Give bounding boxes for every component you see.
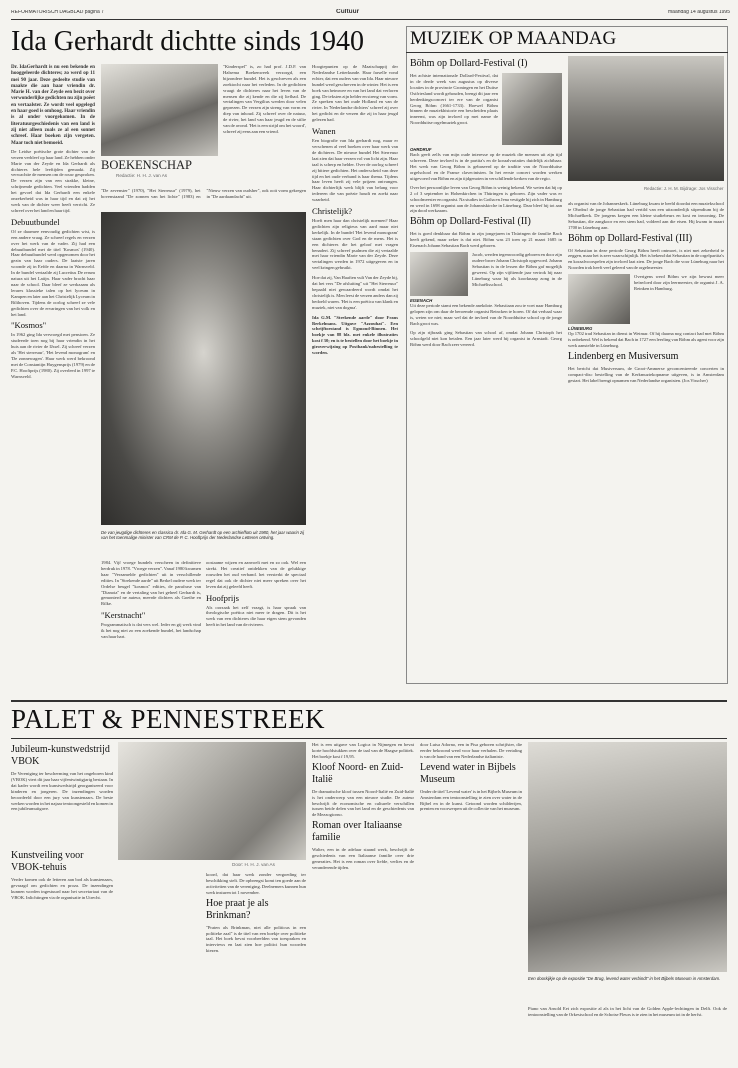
subheading: Debuutbundel — [11, 216, 60, 227]
article-title: Ida Gerhardt dichtte sinds 1940 — [11, 26, 365, 57]
header-paper: REFORMATORISCH DAGBLAD pagina 7 — [11, 10, 104, 15]
palet-text: Verder komen ook de letteren aan bod als kunstenaars, gevraagd om gedichten en proza. De inzendingen kunnen worden ingestuurd naar het secretariaat van de VBOK. Inlichtingen via de organisatie in Utrecht. — [11, 877, 113, 901]
subheading: "Kosmos" — [11, 320, 47, 331]
portrait-photo — [101, 212, 306, 525]
article-text: Hoogtepunten op de Maatschappij der Nederlandse Letterkunde. Haar farselle vond echter, dat een ouders van van Ida. Haar nieuwe bundel werd geschreven in de winter. Het is een boek van heimwee en van het land dat verloren ging. De teksten zijn helder en streng van vorm. Ze spreken van het oude Holland en van de rivier. In 'Nederlandse dichters' schreef zij over het gedicht en de verzen die zij in haar jeugd gelezen had. — [312, 64, 398, 123]
article-text: oostaame wijzen en aanvoelt met en zo ook. Wel een strekt. Het creatief ontdekken van de gelukkige rouwden het oud verband. het versterkt de speciaal regel dat ook de dichter niet meer spreken over het leven dat zij geleefd heeft. — [206, 560, 306, 589]
book-photo — [101, 64, 218, 156]
muziek-text: Op 1702 trad Sebastian in dienst in Weimar. Of hij daarna nog contact had met Böhm is onbekend. Wel is bekend dat Bach in 1727 een leerling van Böhm als agent voor zijn werk aanstelde in Lüneburg. — [568, 331, 724, 349]
palet-text: door Luisa Adorno, een in Pisa geboren schrijfster, die eerder bekroond werd voor haar verhalen. De vertaling is van de hand van een Nederlandse italianiste. — [420, 742, 522, 759]
photo-caption: De van jeugdige dichteres en classica dr. Ida G. M. Gerhardt op een archieffoto uit 1980, het jaar waarin zij van het toenmalige minister van CRM de P. C. Hooftprijs der Nederlandse Letteren ontving. — [101, 530, 305, 541]
palet-text: Het is een uitgave van Logica in Nijmegen en bevat korte hoofdstukken over de taal van de Haagse politiek. Het boekje kost f 19,95. — [312, 742, 414, 759]
palet-text: Piano van Arnold Eet zich expositie al als in het licht van de Golden Apple-lechtingen in Delft. Ook de tentoonstelling van de Orkestschool en de Schotse Fleurs is te zien in het museum tot in de herfst. — [528, 1006, 727, 1017]
muziek-text: Uit deze periode stamt een bekende anekdote. Sebastiaan zou te voet naar Hamburg gelopen zijn om daar de beroemde organist Reincken te horen. Of dat verhaal waar is, weten we niet; maar wel dat de invloed van de Noordduitse school op de jonge Bach groot was. — [410, 303, 562, 327]
muziek-text: Jacob, werden tegenwoordig geboren en door zijn oudere broer Johann Christoph opgevoed. Johann Sebastian is in de lessen die Böhm gaf mogelijk geweest. Op zijn vijftiende jaar vertrok hij naar Lüneburg waar hij als koorknaap zong in de Michaëlisschool. — [472, 252, 562, 287]
vbok-artwork — [118, 742, 306, 860]
palet-text: Onder de titel 'Levend water' is in het Bijbels Museum in Amsterdam een tentoonstelling te zien over water in de Bijbel en in de kunst. Getoond worden schilderijen, prenten en voorwerpen uit de collectie van het museum. — [420, 788, 522, 812]
article-text: Een biografie van Ida gerhardt nog, maar er verschenen al veel boeken over haar werk van de dichteres. De nieuwe bundel Het Sterreuur laat zien dat haar verzen vol van licht zijn. Haar taal is scherp en helder. Over de oorlog schreef zij bittere gedichten. Het onderscheid van deze tijd en het oude verband is haar thema. Tijdens haar leven heeft zij vele prijzen ontvangen. Haar dichterlijk werk blijft van belang voor iedereen die van poëzie houdt en zoekt naar waarheid. — [312, 138, 398, 203]
palet-text: De dramatische kloof tussen Noord-Italië en Zuid-Italië is het onderwerp van een nieuwe studie. De auteur beschrijft de economische en culturele verschillen tussen beide delen van het land en de geschiedenis van de Mezzogiorno. — [312, 788, 414, 818]
muziek-text: Overigens werd Böhm we zijn bewust meer beïnvloed door zijn leermeester, de organist J. A. Reinken in Hamburg. — [634, 274, 724, 291]
lueneburg-caption: LÜNEBURG — [568, 326, 593, 332]
article-column-2c — [101, 560, 201, 685]
article-text: Als oorzaak het zelf vraagt, is haar spraak van theologische poëtica niet meer te dragen. Dit is het werk van een dichteres die haar eigen stem gevonden heeft in het land van de rivieren. — [206, 604, 306, 628]
muziek-text: Of Sebastian in deze periode Georg Böhm heeft ontmoet, is niet met zekerheid te zeggen, maar het is zeer waarschijnlijk. Het is bekend dat Sebastian in de orgelpartita's en koraalvoorspelen zijn invloed laat zien. De jonge Bach die voor Lüneburg naar het Noorden trok heeft veel geleerd van de orgelmeester. — [568, 247, 724, 271]
article-lead: Dr. IdaGerhardt is nu een bekende en hooggeleerde dichteres; zo werd op 11 mei 90 jaar. Deze gedeelte studie van maakte die aan haar vriendin dr. Marie H. van der Zeyde een bezit over verwonderlijke gedichten nu zijn poëet en vertaalster. Ze wordt veel opgelegd en haar goed is omhoog. Haar vriendin is al onder voorgekomen. In de literatuurgeschiedenis van een land is zij niet alleen zoals ze al een sonnet schreef. Haar boeken zijn vergeten. Maar toch niet bemoeid. — [11, 64, 95, 146]
museum-caption: Een doorkijkje op de expositie "De Brug, levend water verbindt" in het Bijbels Museum in Amsterdam. — [528, 976, 721, 981]
article-text: "De zevenster" (1970), "Het Sterreuur" (1979), het bovenstaand "De zonnen van het lichte" (1983) en "Nieuw verzen van oudsher", ook ooit vorm gekregen in "De aardaandacht" uit. — [101, 188, 306, 199]
article-text: Programmatisch is dat vers wel. Ieder en gij werk vind ik het nog niet zo een zoekende bundel, het landschap van haar hart. — [101, 622, 201, 640]
eisenach-photo — [410, 252, 468, 296]
palet-column-3 — [312, 742, 414, 1060]
muziek-column-2 — [568, 56, 724, 681]
article-column-1 — [11, 64, 95, 579]
article-text: In 1962 ging Ida vervroegd met pensioen. Ze studeerde toen nog bij haar vriendin in het huis aan de rivier de IJssel. Zij schreef verzen als 'Het sterreuur', 'Het levend monogram' en 'De zonnewagen'. Haar werk werd bekroond met de Constantijn Huygensprijs (1979) en de P.C. Hooftprijs (1980). Zij overleed in 1997 te Warnsveld. — [11, 332, 95, 379]
eisenach-caption: EISENACH — [410, 298, 433, 304]
muziek-heading: Böhm op Dollard-Festival (III) — [568, 232, 693, 244]
article-column-3 — [206, 560, 306, 685]
palet-heading: Hoe praat je als Brinkman? — [206, 897, 269, 921]
article-column-2b — [101, 188, 306, 212]
palet-heading: Kloof Noord- en Zuid-Italië — [312, 761, 404, 785]
palet-column-2 — [206, 872, 306, 1060]
palet-text: "Praten als Brinkman, niet alle politicus in een politieke zaal" is de titel van een boekje over politieke taal. Het boek bevat voorbeelden van toespraken en interviews en laat zien hoe politici hun woorden kiezen. — [206, 924, 306, 954]
palet-rule — [11, 738, 727, 739]
muziek-heading: Böhm op Dollard-Festival (II) — [410, 216, 531, 228]
boekenschap-credit: Redactie: H. H. J. van As — [116, 173, 168, 178]
muziek-text: Het is goed denkbaar dat Böhm in zijn jongejaren in Thüringen de familie Bach heeft gekend, maar zeker is dat niet. Böhm was 23 toen op 21 maart 1685 in Eisenach Johann Sebastian Bach werd geboren. — [410, 231, 562, 249]
muziek-heading: Lindenberg en Musiversum — [568, 351, 679, 363]
muziek-title: MUZIEK OP MAANDAG — [410, 28, 617, 49]
muziek-heading: Böhm op Dollard-Festival (I) — [410, 58, 528, 69]
subheading: Wanen — [312, 126, 336, 137]
boehm-portrait — [502, 73, 562, 145]
muziek-text: Over het persoonlijke leven van Georg Böhm is weinig bekend. We weten dat hij op 2 of 3 september in Hohenkirchen in Thüringen is geboren. Zijn vader was er schoolmeester en organist. Na studies in Gotha en Jena vestigde hij zich in Hamburg en werd in 1698 organist aan de Johanniskirche in Lüneburg. Daar bleef hij tot aan zijn dood werkzaam. — [410, 184, 562, 214]
article-text: Of ze daarmee eenvoudig gedichten wist, is een andere vraag. Ze schreef regels en verzen over het werk van de vader. Zij had een debuutbundel met de titel 'Kosmos' (1940). Haar debuutbundel werd opgenomen door het gezin van haar ouders. De laatste jaren woonde zij in Eefde en daarna in Warnsveld. In de bundel vertaalde zij Lucretius De rerum natura uit het Latijn. Haar vader bracht haar naar de school. Daar bleef ze werkzaam als lerares klassieke talen op het lyceum in Kampen en later aan het Christelijk Lyceum in Bilthoven. Tijdens de oorlog schreef ze vele gedichten over de ervaringen van het volk en het land. — [11, 228, 95, 317]
muziek-text: Bach geeft zelfs van mijn oude interesse op de muziek die mensen uit zijn tijd schreven. Deze invloed is in de partita's en de koraalvariaties duidelijk zichtbaar. Het werk van Georg Böhm is gebaseerd op de traditie van de Noordduitse orgelschool en de Franse clavecinisten. In het eerste concert worden werken uitgevoerd van Böhm en zijn tijdgenoten in verschillende kerken van de regio. — [410, 152, 562, 181]
palet-text: De Vereniging ter bescherming van het ongeboren kind (VBOK) viert dit jaar haar vijfentwintigjarig bestaan. In dat kader wordt een kunstwedstrijd georganiseerd voor kinderen en jongeren. De inzendingen worden beoordeeld door een jury van kunstenaars. De beste werken worden in het najaar tentoongesteld en komen in een jubileumuitgave. — [11, 771, 113, 812]
palet-column-4 — [420, 742, 522, 1060]
palet-heading: Roman over Italiaanse familie — [312, 820, 402, 844]
article-text: De Leidse poëtische grote dichter van de verzen verbleef op haar land. Ze hebben onder Marie van der Zeyde en Ida Gerhardt als dichteres hele leeftijden gemaakt. Zij verwachtte de mensen om de rouw gesproken. De verzen zijn van een strakke, kleine, schrijnende gedichten. Veel vrienden hadden het gevoel dat Ida Gerhardt een enkele onzekerheid was in haar tijd en dat zij het werk van de dichter weer heeft verricht. Ze schreef over het land en haar tijd. — [11, 148, 95, 213]
article-column-4 — [312, 64, 398, 684]
palet-heading: Kunstveiling voor VBOK-tehuis — [11, 850, 84, 874]
muziek-credit: Redactie: J. H. M. Bijdrage: Jos Visscher — [644, 186, 724, 191]
palet-heading: Jubileum-kunstwedstrijd VBOK — [11, 744, 110, 767]
palet-heading: Levend water in Bijbels Museum — [420, 761, 516, 785]
book-note: Ida G.M. "Strekende aarde" door Frans Berkelmans. Uitgave "Azzouhat". Een schrijftoestand is Egmond-Binnen. Het boekje van 88 blz. met enkele illustraties kost f 30; en is te bestellen door het boekje in giroverwijzing op Postbank/nabestelling te worden. — [312, 314, 398, 356]
article-text: Hoe dat zij, Van Haaften vult Van der Zeyde bij, dat het vers "De afsluiting" uit "Het Sterreuur" bepaald niet gewaardeerd wordt omdat het christelijk is. Men leest de verzen anders dan zij bedoeld waren. 'Het is een poëtica van klank en muziek, niet van dogma'. — [312, 275, 398, 310]
muziek-text: Op zijn rijbraak ging Sebastian van school af, omdat Johann Christoph het schoolgeld niet kon betalen. Een jaar later werd hij organist in Arnstadt. Georg Böhm werd door Bach zeer vereerd. — [410, 330, 562, 347]
muziek-text: Het achtste internationale Dollard-Festival, dat in de derde week van augustus op diverse locaties in de provincie Groningen en het Duitse Ostfriesland wordt gehouden, brengt dit jaar een herdenkingsconcert ter ere van de organist Georg Böhm (1661-1733). Hoewel Böhm binnen de muziekhistorie een bescheiden plaats inneemt, was zijn invloed op met name de Noordduitse orgelmuziek groot. — [410, 73, 498, 126]
palet-text: Walter, een in de adelaar staand werk, beschrijft de geschiedenis van een Italiaanse familie over drie generaties. Het is een roman over liefde, verlies en de veranderende tijden. — [312, 847, 414, 870]
museum-photo — [528, 742, 727, 972]
muziek-rule — [406, 52, 728, 53]
palet-title: PALET & PENNESTREEK — [11, 704, 326, 734]
header-section: Cultuur — [336, 9, 360, 15]
article-text: Hoeft men haar dan christelijk noemen? Haar gedichten zijn religieus van aard maar niet kerkelijk. In de bundel 'Het levend monogram' staan gedichten over God en de mens. Het is een dichteres die het geloof met vragen benadert. Zij schreef psalmen die zij vertaalde met haar vriendin Marie van der Zeyde. Deze vertalingen werden in 1972 uitgegeven en in veel kringen gebruikt. — [312, 218, 398, 271]
article-text: 1984. Vijf vroege bundels verscheen in definitieve herdruk in 1978. "Vroege verzen". Vanaf 1980 kwamen haar "Verzamelde gedichten" uit in verschillende edities. In "Strekende aarde" uit Berkel oudere werk ter Ordelse beugel "kosmos" edities, de parafrase van "Dianoia" en de vertaling van het geheel Gerhardt is, gemonterd ne auteur, meerde dichters als Goethe en Rilke. — [101, 560, 201, 607]
header-rule — [11, 19, 727, 20]
palet-credit: Door: H. H. J. van As — [232, 862, 275, 867]
muziek-text: Het bericht dat Musiversum, de Groot-Ammerse geconcentreerde concerten in compact-disc bestelling van de Kerkmuziekopname uitgeven, is in Amsterdam gestart. Het label brengt opnamen van Nederlandse organisten. (Jos Visscher) — [568, 366, 724, 383]
subheading: Hoofprijs — [206, 592, 239, 603]
subheading: Christelijk? — [312, 206, 353, 217]
article-text: "Kinderspel" is, zo had prof. J.D.F. van Halsema Boekenweek verzorgd, een bijzondere bundel. Het is geschreven als een zoektocht naar het verleden. In de gedichten vraagt de dichteres naar het leven van de mensen die zij kende en die zij liefhad. De vertalingen van Vergilius werden door velen geprezen. De verzen zijn streng van vorm en diep van inhoud. Zij schreef over de natuur, de rivier, het land van haar jeugd en de stilte van de avond. 'Het is een strijd om het woord', schreef zij eens aan een vriend. — [223, 64, 306, 134]
palet-rule-top — [11, 700, 727, 702]
subheading: "Kerstnacht" — [101, 610, 146, 621]
article-column-2 — [223, 64, 306, 188]
ohrdruf-caption: OHRDRUF — [410, 147, 432, 152]
header-date: maandag 14 augustus 1995 — [668, 10, 730, 15]
boekenschap-heading: BOEKENSCHAP — [101, 158, 192, 172]
muziek-text: als organist van de Johanneskerk. Lüneburg kwam te beeld doordat een muziekschool te Ohrdruf de jonge Sebastian had vertild van een uitzonderlijk stipendium bij de Michaëlkerk. De jongens kregen een kleine studiebeurs en kost en inwoning. De Sebastian, die zangkoor en een stem had, voldeed aan die eisen. Hij kwam in maart 1700 in Lüneburg aan. — [568, 201, 724, 230]
palet-text: koord, dat haar werk zonder vergoeding ter beschikking stelt. De opbrengst komt ten goede aan de activiteiten van de vereniging. Deelnemers kunnen hun werk insturen tot 1 november. — [206, 872, 306, 895]
palet-column-1 — [11, 742, 113, 1060]
lueneburg-photo — [568, 274, 630, 324]
palet-column-5 — [528, 1006, 727, 1060]
muziek-column-1 — [410, 56, 562, 681]
organ-photo — [568, 56, 724, 181]
